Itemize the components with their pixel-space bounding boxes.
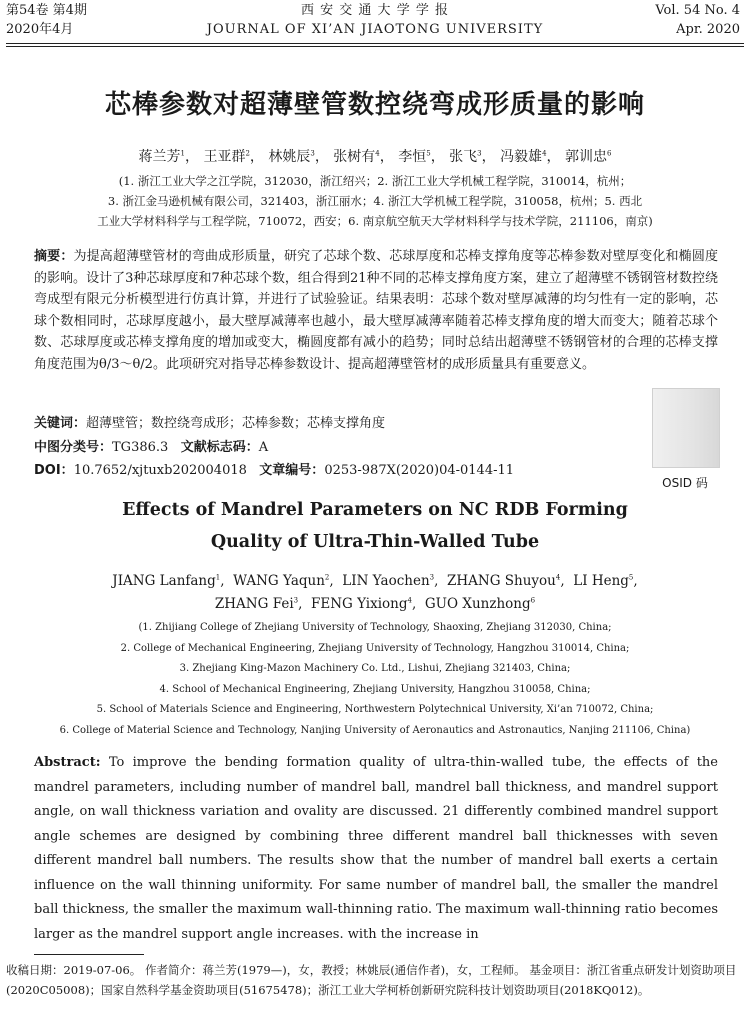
cn-affiliation-line: 3. 浙江金马逊机械有限公司，321403，浙江丽水；4. 浙江大学机械工程学院，310058，杭州；5. 西北 [107,194,643,208]
running-header [6,2,744,42]
en-affiliations [0,618,750,741]
cn-author: 林姚辰$^3$ [268,149,315,165]
osid-label: OSID 码 [662,476,708,490]
header-volume: 第54卷 第4期 [6,3,87,18]
header-rule-thin [6,46,744,47]
en-affiliation-line: 6. College of Material Science and Technology, Nanjing University of Aeronautics and Astronautics, Nanjing 211106, China) [59,724,691,736]
en-author: ZHANG Fei$^3$ [214,596,299,612]
cn-doi: DOI：10.7652/xjtuxb202004018 文章编号：0253-987X(2020)04-0144-11 [34,463,515,478]
en-authors-line1: JIANG Lanfang$^1$, WANG Yaqun$^2$, LIN Yaochen$^3$, ZHANG Shuyou$^4$, LI Heng$^5$, [112,573,638,589]
cn-authors: 蒋兰芳$^1$， 王亚群$^2$， 林姚辰$^3$， 张树有$^4$， 李恒$^5$， 张飞$^3$， 冯毅雄$^4$， 郭训忠$^6$ [138,149,612,165]
footnote-rule [34,954,144,955]
cn-abstract-text: 为提高超薄壁管材的弯曲成形质量，研究了芯球个数、芯球厚度和芯棒支撑角度等芯棒参数对壁厚变化和椭圆度的影响。设计了3种芯球厚度和7种芯球个数，组合得到21种不同的芯棒支撑角度方案，建立了超薄壁不锈钢管材数控绕弯成型有限元分析模型进行仿真计算，并进行了试验验证。结果表明：芯球个数对壁厚减薄的均匀性有一定的影响，芯球个数相同时，芯球厚度越小，最大壁厚减薄率也越小，最大壁厚减薄率随着芯棒支撑角度的增大而变大；随着芯球个数、芯球厚度或芯棒支撑角度的增加或变大，椭圆度都有减小的趋势；同时总结出超薄壁不锈钢管材的合理的芯棒支撑角度范围为θ/3～θ/2。此项研究对指导芯棒参数设计、提高超薄壁管材的成形质量具有重要意义。 [34,249,718,372]
en-abstract-label: Abstract: [34,755,101,770]
en-title-line1: Effects of Mandrel Parameters on NC RDB Forming [122,500,628,520]
en-author: JIANG Lanfang$^1$ [112,573,221,589]
cn-author: 冯毅雄$^4$ [500,149,547,165]
en-affiliation-line: 2. College of Mechanical Engineering, Zhejiang University of Technology, Hangzhou 310014, China; [120,642,630,654]
cn-author: 张飞$^3$ [449,149,482,165]
cn-author: 蒋兰芳$^1$ [138,149,185,165]
cn-classification: 中图分类号：TG386.3 文献标志码：A [34,440,269,455]
cn-author: 王亚群$^2$ [203,149,250,165]
header-journal-cn: 西 安 交 通 大 学 学 报 [301,3,449,18]
header-journal-en: JOURNAL OF XI’AN JIAOTONG UNIVERSITY [206,22,544,37]
en-affiliation-line: 4. School of Mechanical Engineering, Zhejiang University, Hangzhou 310058, China; [159,683,591,695]
cn-abstract-label: 摘要： [34,249,74,264]
cn-author: 郭训忠$^6$ [564,149,612,165]
en-author: FENG Yixiong$^4$ [310,596,412,612]
cn-title: 芯棒参数对超薄壁管数控绕弯成形质量的影响 [104,90,645,120]
cn-affiliation-line: (1. 浙江工业大学之江学院，312030，浙江绍兴；2. 浙江工业大学机械工程学院，310014，杭州； [118,174,632,188]
en-title-line2: Quality of Ultra-Thin-Walled Tube [210,532,540,552]
header-volume-en: Vol. 54 No. 4 [655,3,740,18]
header-date: 2020年4月 [6,22,74,37]
header-rule [6,43,744,44]
cn-author: 张树有$^4$ [333,149,380,165]
en-abstract-text: To improve the bending formation quality of ultra-thin-walled tube, the effects of the mandrel parameters, including number of mandrel ball, mandrel ball thickness, and mandrel support angle, on wall thickness variation and ovality are discussed. 21 differently combined mandrel support angle schemes are designed by combining three different mandrel ball thicknesses with seven different mandrel ball numbers. The results show that the number of mandrel ball exerts a certain influence on the wall thinning uniformity. For same number of mandrel ball, the smaller the mandrel ball thickness, the smaller the maximum wall-thinning ratio. The maximum wall-thinning ratio becomes larger as the mandrel support angle increases. with the increase in [34,755,718,942]
cn-author: 李恒$^5$ [398,149,431,165]
osid-qr-code[interactable] [652,388,720,468]
footnote: 收稿日期：2019-07-06。 作者简介：蒋兰芳(1979—)，女，教授；林姚辰(通信作者)，女，工程师。 基金项目：浙江省重点研发计划资助项目(2020C05008)；国家自然科学基金资助项目(51675478)；浙江工业大学柯桥创新研究院科技计划资助项目(2018KQ012)。 [6,963,737,997]
en-author: ZHANG Shuyou$^4$ [447,573,561,589]
en-authors-line2: ZHANG Fei$^3$, FENG Yixiong$^4$, GUO Xunzhong$^6$ [214,596,536,612]
cn-keywords: 关键词：超薄壁管；数控绕弯成形；芯棒参数；芯棒支撑角度 [34,416,386,431]
en-author: LIN Yaochen$^3$ [342,573,435,589]
cn-abstract [34,246,718,375]
doi-value[interactable]: 10.7652/xjtuxb202004018 [73,463,247,478]
en-affiliation-line: 3. Zhejiang King-Mazon Machinery Co. Ltd., Lishui, Zhejiang 321403, China; [179,663,571,674]
en-affiliation-line: 5. School of Materials Science and Engineering, Northwestern Polytechnical University, Xi’an 710072, China; [96,704,654,715]
en-author: LI Heng$^5$ [573,573,634,589]
en-author: GUO Xunzhong$^6$ [424,596,536,612]
en-affiliation-line: (1. Zhijiang College of Zhejiang University of Technology, Shaoxing, Zhejiang 312030, China; [138,622,612,633]
cn-affiliations [30,171,720,231]
en-author: WANG Yaqun$^2$ [233,573,330,589]
en-abstract [34,751,718,947]
cn-affiliation-line: 工业大学材料科学与工程学院，710072，西安；6. 南京航空航天大学材料科学与技术学院，211106，南京) [97,214,653,228]
header-date-en: Apr. 2020 [676,22,740,37]
